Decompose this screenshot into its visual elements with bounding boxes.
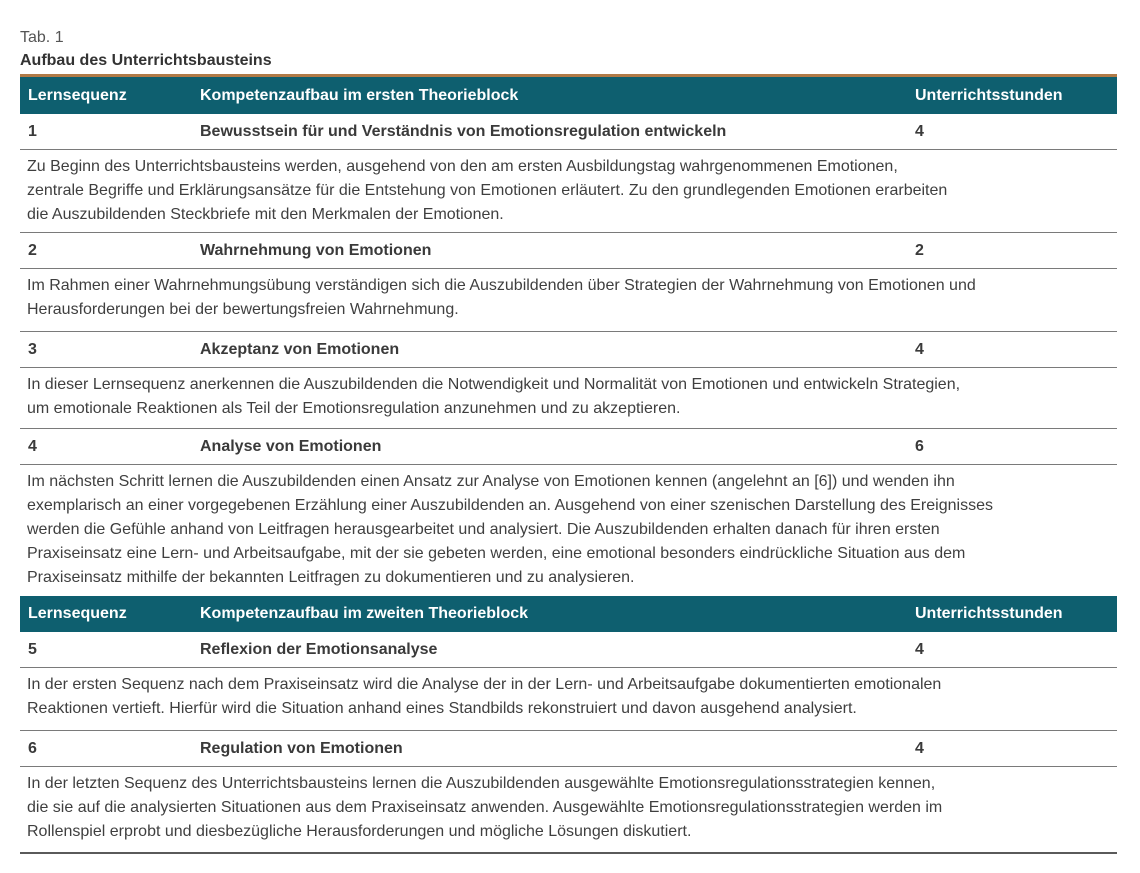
- sequence-hours: 4: [915, 739, 924, 757]
- description-line: Praxiseinsatz mithilfe der bekannten Leitfragen zu dokumentieren und zu analysieren.: [27, 569, 635, 586]
- sequence-title: Bewusstsein für und Verständnis von Emotionsregulation entwickeln: [200, 122, 727, 140]
- header-lernsequenz: Lernsequenz: [28, 86, 127, 104]
- description-line: In der letzten Sequenz des Unterrichtsbausteins lernen die Auszubildenden ausgewählte Emotionsregulationsstrategien kennen,: [27, 775, 936, 792]
- header-unterrichtsstunden: Unterrichtsstunden: [915, 605, 1063, 622]
- sequence-number: 4: [28, 437, 37, 455]
- sequence-description: [20, 150, 1117, 233]
- sequence-title: Analyse von Emotionen: [200, 437, 382, 455]
- sequence-title: Reflexion der Emotionsanalyse: [200, 640, 438, 658]
- sequence-hours: 6: [915, 437, 924, 455]
- description-line: Zu Beginn des Unterrichtsbausteins werden, ausgehend von den am ersten Ausbildungstag wahrgenommenen Emotionen,: [27, 158, 898, 175]
- table-row: [20, 429, 1117, 465]
- table-header-second: [20, 596, 1117, 632]
- sequence-number: 5: [28, 640, 37, 658]
- description-line: Praxiseinsatz eine Lern- und Arbeitsaufgabe, mit der sie gebeten werden, eine emotional besonders eindrückliche Situation aus dem: [27, 545, 966, 562]
- description-line: In dieser Lernsequenz anerkennen die Auszubildenden die Notwendigkeit und Normalität von Emotionen und entwickeln Strategien,: [27, 376, 961, 393]
- header-kompetenzaufbau: Kompetenzaufbau im zweiten Theorieblock: [200, 605, 529, 622]
- sequence-number: 3: [28, 340, 37, 358]
- description-line: In der ersten Sequenz nach dem Praxiseinsatz wird die Analyse der in der Lern- und Arbeitsaufgabe dokumentierten emotionalen: [27, 676, 942, 693]
- table-row: [20, 632, 1117, 668]
- description-line: die Auszubildenden Steckbriefe mit den Merkmalen der Emotionen.: [27, 206, 504, 223]
- description-line: Reaktionen vertieft. Hierfür wird die Situation anhand eines Standbilds rekonstruiert und davon ausgehend analysiert.: [27, 700, 857, 717]
- table-row: [20, 233, 1117, 269]
- header-kompetenzaufbau: Kompetenzaufbau im ersten Theorieblock: [200, 86, 519, 104]
- description-line: exemplarisch an einer vorgegebenen Erzählung einer Auszubildenden an. Ausgehend von einer szenischen Darstellung des Ereignisses: [27, 497, 993, 514]
- sequence-description: [20, 465, 1117, 594]
- sequence-description: [20, 668, 1117, 731]
- sequence-hours: 2: [915, 241, 924, 259]
- sequence-title: Regulation von Emotionen: [200, 739, 403, 757]
- sequence-description: [20, 269, 1117, 332]
- sequence-title: Wahrnehmung von Emotionen: [200, 241, 432, 259]
- lesson-structure-table: [20, 74, 1117, 854]
- sequence-description: [20, 368, 1117, 429]
- sequence-number: 6: [28, 739, 37, 757]
- sequence-number: 1: [28, 122, 37, 140]
- sequence-hours: 4: [915, 640, 924, 658]
- sequence-number: 2: [28, 241, 37, 259]
- table-title: Aufbau des Unterrichtsbausteins: [20, 52, 272, 69]
- description-line: Rollenspiel erprobt und diesbezügliche Herausforderungen und mögliche Lösungen diskutiert.: [27, 823, 692, 840]
- header-unterrichtsstunden: Unterrichtsstunden: [915, 86, 1063, 104]
- header-lernsequenz: Lernsequenz: [28, 605, 127, 622]
- sequence-title: Akzeptanz von Emotionen: [200, 340, 400, 358]
- description-line: werden die Gefühle anhand von Leitfragen herausgearbeitet und analysiert. Die Auszubildenden erhalten danach für ihren ersten: [27, 521, 940, 538]
- description-line: zentrale Begriffe und Erklärungsansätze für die Entstehung von Emotionen erläutert. Zu den grundlegenden Emotionen erarbeiten: [27, 182, 948, 199]
- table-label: Tab. 1: [20, 29, 64, 46]
- description-line: Im nächsten Schritt lernen die Auszubildenden einen Ansatz zur Analyse von Emotionen kennen (angelehnt an [6]) und wenden ihn: [27, 473, 955, 490]
- table-row: [20, 114, 1117, 150]
- sequence-hours: 4: [915, 122, 924, 140]
- description-line: um emotionale Reaktionen als Teil der Emotionsregulation anzunehmen und zu akzeptieren.: [27, 400, 681, 417]
- description-line: Im Rahmen einer Wahrnehmungsübung verständigen sich die Auszubildenden über Strategien der Wahrnehmung von Emotionen und: [27, 277, 976, 294]
- table-header-first: [20, 77, 1117, 114]
- table-row: [20, 332, 1117, 368]
- sequence-description: [20, 767, 1117, 854]
- description-line: Herausforderungen bei der bewertungsfreien Wahrnehmung.: [27, 301, 459, 318]
- description-line: die sie auf die analysierten Situationen aus dem Praxiseinsatz anwenden. Ausgewählte Emotionsregulationsstrategien werden im: [27, 799, 943, 816]
- table-row: [20, 731, 1117, 767]
- sequence-hours: 4: [915, 340, 924, 358]
